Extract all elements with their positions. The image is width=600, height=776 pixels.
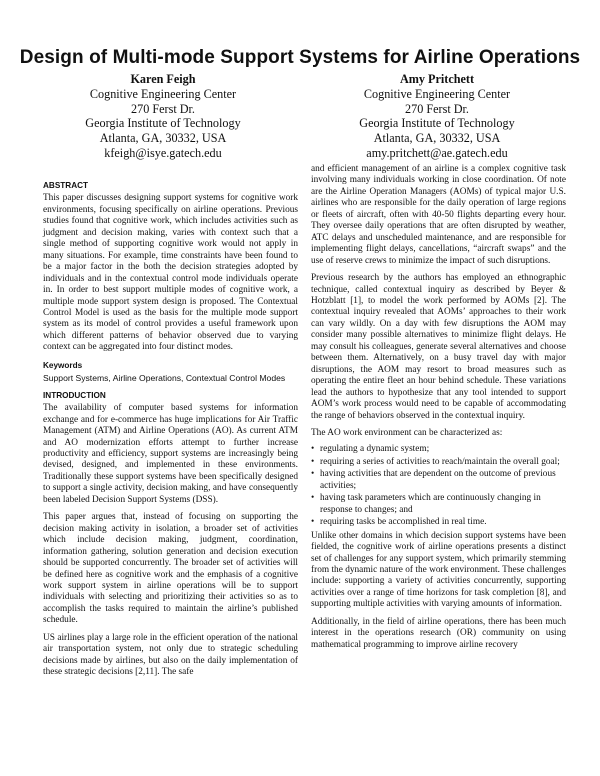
- bullet-icon: •: [311, 493, 315, 504]
- introduction-heading: INTRODUCTION: [43, 390, 106, 400]
- introduction-paragraph: The availability of computer based systems for information exchange and for e-commerce has huge implications for Air Traffic Management (ATM) and Airline Operations (AO). As current ATM and AO modernization efforts attempt to further increase productivity and efficiency, support systems are increasingly being devised, designed, and implemented in these environments. Traditionally these support systems have been specifically designed to support a single activity, decision making, and have consequently been labeled Decision Support Systems (DSS).: [43, 403, 298, 505]
- body-paragraph: Previous research by the authors has employed an ethnographic technique, called contextual inquiry as described by Beyer & Hotzblatt [1], to model the work performed by AOMs [2]. The contextual inquiry revealed that AOMs’ approaches to their work can vary wildly. On a day with few disruptions the AOM may consider many possible alternatives to minimize flight delays. He may consult his colleagues, generate several alternatives and choose between them. Alternatively, on a busy travel day with major disruptions, the AOM may resort to broad measures such as operating the entire fleet an hour behind schedule. These variations lead the authors to hypothesize that any tool intended to support AOM’s work process would need to be capable of accommodating the range of behaviors observed in the contextual inquiry.: [311, 273, 566, 421]
- keywords-text: Support Systems, Airline Operations, Contextual Control Modes: [43, 373, 286, 384]
- author-block-1: [33, 72, 293, 161]
- author-institution: Georgia Institute of Technology: [359, 116, 515, 131]
- author-name: Amy Pritchett: [399, 72, 475, 86]
- body-paragraph: The AO work environment can be characterized as:: [311, 427, 503, 438]
- abstract-heading: ABSTRACT: [43, 181, 89, 190]
- bullet-icon: •: [311, 444, 315, 455]
- abstract-text: This paper discusses designing support systems for cognitive work environments, focusing specifically on airline operations. Previous studies found that cognitive work, which includes activities such as judgment and decision making, varies with context such that a single method of supporting cognitive work would not apply in many situations. For example, time constraints have been found to be a major factor in the both the decision strategies adopted by individuals and in the contextual control mode individuals operate in. In order to best support multiple modes of cognitive work, a multiple mode support system design is proposed. The Contextual Control Model is used as the basis for the multiple mode support system as its model of control provides a useful framework upon which different patterns of behavior observed due to varying context can be aggregated into four distinct modes.: [43, 193, 298, 353]
- author-block-2: [307, 72, 567, 161]
- author-name: Karen Feigh: [130, 72, 196, 86]
- author-city: Atlanta, GA, 30332, USA: [373, 131, 501, 146]
- author-email[interactable]: kfeigh@isye.gatech.edu: [104, 145, 222, 160]
- author-email[interactable]: amy.pritchett@ae.gatech.edu: [366, 145, 508, 160]
- bullet-icon: •: [311, 517, 315, 528]
- body-paragraph: Additionally, in the field of airline operations, there has been much interest in the operations research (OR) community on using mathematical programming to improve airline recovery: [311, 616, 566, 650]
- author-street: 270 Ferst Dr.: [131, 101, 195, 116]
- list-item: • having task parameters which are continuously changing in response to changes; and: [311, 493, 541, 515]
- bullet-icon: •: [311, 456, 315, 467]
- bullet-icon: •: [311, 469, 315, 480]
- characteristics-list: [311, 444, 566, 528]
- author-city: Atlanta, GA, 30332, USA: [99, 131, 227, 146]
- introduction-paragraph: US airlines play a large role in the efficient operation of the national air transportation system, not only due to strategic scheduling decisions made by airlines, but also on the daily implementation of these strategic decisions [2,11]. The safe: [43, 632, 298, 678]
- body-paragraph: Unlike other domains in which decision support systems have been fielded, the cognitive work of airline operations presents a distinct set of challenges for any support system, which primarily stemming from the dynamic nature of the work environment. These challenges include: supporting a variety of activities concurrently, supporting activities over a range of time horizons for task completion [8], and supporting multiple activities with varying amounts of information.: [311, 530, 566, 610]
- list-item: • having activities that are dependent on the outcome of previous activities;: [311, 469, 556, 491]
- list-item: • requiring tasks be accomplished in real time.: [311, 517, 487, 528]
- author-affiliation: Cognitive Engineering Center: [89, 86, 237, 101]
- paper-title: Design of Multi-mode Support Systems for Airline Operations: [19, 47, 581, 68]
- list-item: • requiring a series of activities to reach/maintain the overall goal;: [311, 456, 560, 467]
- keywords-heading: Keywords: [43, 360, 83, 370]
- author-institution: Georgia Institute of Technology: [85, 116, 241, 131]
- list-item: • regulating a dynamic system;: [311, 444, 430, 455]
- right-column: [311, 164, 566, 657]
- author-street: 270 Ferst Dr.: [405, 101, 469, 116]
- author-affiliation: Cognitive Engineering Center: [363, 86, 511, 101]
- introduction-paragraph: This paper argues that, instead of focusing on supporting the decision making activity in isolation, a broader set of activities which include decision making, judgment, coordination, information gathering, solution generation and decision execution should be supported concurrently. The broader set of activities will be defined here as cognitive work and the emphasis of a cognitive work support system in airline operations will be to support individuals with selecting and prioritizing their activities so as to accomplish the tasks required to maintain the airline’s published schedule.: [43, 512, 298, 626]
- body-paragraph: and efficient management of an airline is a complex cognitive task involving many individuals working in close coordination. Of note are the Airline Operation Managers (AOMs) of typical major U.S. airlines who are responsible for the daily operation of large regions or fleets of aircraft, often with 40-50 flights departing every hour. They oversee daily operations that are often disrupted by weather, ATC delays and unscheduled maintenance, and are responsible for implementing flight delays, cancellations, “aircraft swaps” and the use of reserve crews to minimize the impact of such disruptions.: [311, 164, 566, 266]
- left-column: [43, 180, 298, 685]
